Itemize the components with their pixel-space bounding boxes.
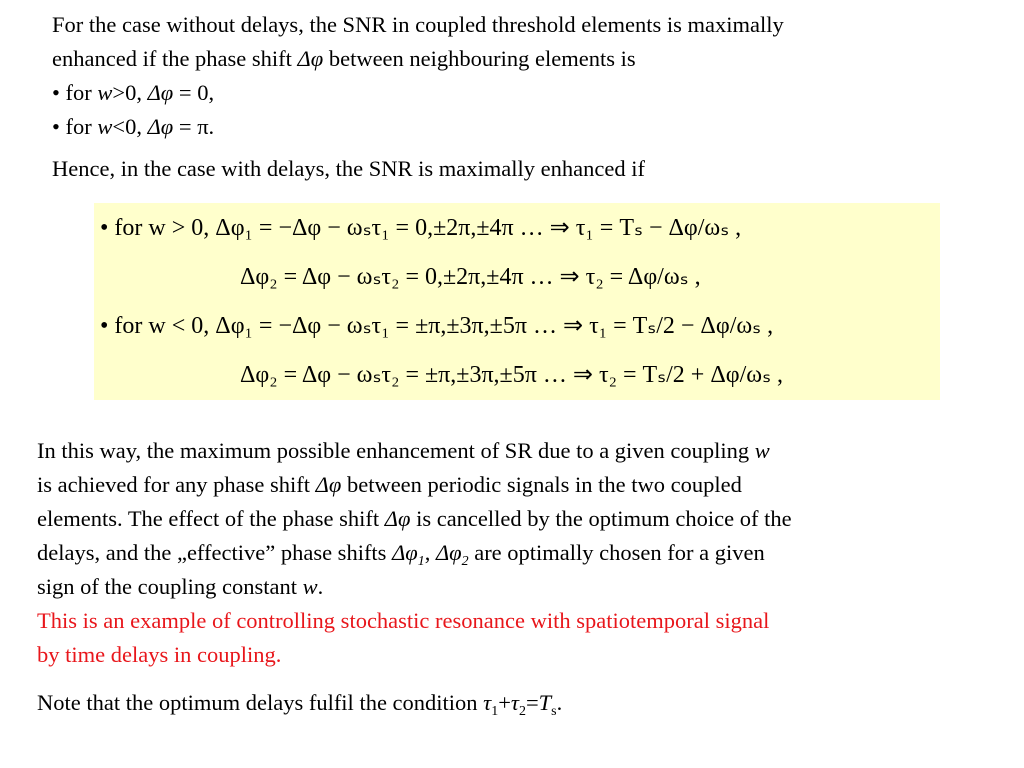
bullet-text: <0, bbox=[112, 114, 148, 139]
delta-phi-symbol: Δφ bbox=[384, 506, 411, 531]
bullet-text: = 0, bbox=[173, 80, 215, 105]
equals-sign: = bbox=[525, 690, 539, 715]
intro-text: between neighbouring elements is bbox=[323, 46, 636, 71]
bullet-text: >0, bbox=[112, 80, 148, 105]
w-symbol: w bbox=[97, 114, 113, 139]
intro-line-2 bbox=[52, 42, 784, 76]
bullet-positive-w bbox=[52, 76, 784, 110]
delta-phi-symbol: Δφ bbox=[147, 114, 174, 139]
intro-line-1: For the case without delays, the SNR in coupled threshold elements is maximally bbox=[52, 12, 784, 37]
delta-phi-symbol: Δφ bbox=[297, 46, 324, 71]
subscript: s bbox=[551, 703, 557, 719]
body-text: In this way, the maximum possible enhancement of SR due to a given coupling bbox=[37, 438, 755, 463]
bullet-text: • for bbox=[52, 114, 98, 139]
symbol-text: Δφ bbox=[435, 540, 462, 565]
tau-symbol: τ bbox=[483, 690, 492, 715]
equation-2: Δφ₂ = Δφ − ωₛτ₂ = 0,±2π,±4π … ⇒ τ₂ = Δφ/ωₛ , bbox=[240, 264, 701, 290]
intro-text: enhanced if the phase shift bbox=[52, 46, 298, 71]
body-text: , bbox=[424, 540, 436, 565]
delta-phi-symbol: Δφ bbox=[147, 80, 174, 105]
body-text: are optimally chosen for a given bbox=[468, 540, 765, 565]
body-text: is cancelled by the optimum choice of the bbox=[410, 506, 792, 531]
delta-phi-1-symbol bbox=[392, 540, 425, 569]
bullet-negative-w bbox=[52, 110, 784, 144]
red-line-2: by time delays in coupling. bbox=[37, 642, 282, 667]
delta-phi-symbol: Δφ bbox=[315, 472, 342, 497]
body-line-1 bbox=[37, 434, 792, 468]
body-text: sign of the coupling constant bbox=[37, 574, 303, 599]
subscript: 2 bbox=[461, 553, 469, 569]
body-paragraph bbox=[37, 434, 792, 604]
equation-4: Δφ₂ = Δφ − ωₛτ₂ = ±π,±3π,±5π … ⇒ τ₂ = Tₛ/2 + Δφ/ωₛ , bbox=[240, 362, 784, 388]
w-symbol: w bbox=[754, 438, 770, 463]
body-text: delays, and the „effective” phase shifts bbox=[37, 540, 393, 565]
tau-symbol: τ bbox=[510, 690, 519, 715]
body-line-2 bbox=[37, 468, 792, 502]
subscript: 1 bbox=[491, 703, 499, 719]
body-text: between periodic signals in the two coupled bbox=[341, 472, 742, 497]
note-line bbox=[37, 686, 562, 720]
equation-1: • for w > 0, Δφ₁ = −Δφ − ωₛτ₁ = 0,±2π,±4π … ⇒ τ₁ = Tₛ − Δφ/ωₛ , bbox=[100, 215, 742, 241]
subscript: 2 bbox=[518, 703, 526, 719]
body-line-4 bbox=[37, 536, 792, 570]
bullet-text: = π. bbox=[173, 114, 215, 139]
plus-sign: + bbox=[498, 690, 511, 715]
w-symbol: w bbox=[97, 80, 113, 105]
w-symbol: w bbox=[302, 574, 318, 599]
bullet-text: • for bbox=[52, 80, 98, 105]
body-line-3 bbox=[37, 502, 792, 536]
symbol-text: Δφ bbox=[392, 540, 418, 565]
delta-phi-2-symbol bbox=[435, 540, 469, 569]
note-text: Note that the optimum delays fulfil the condition bbox=[37, 690, 484, 715]
equation-3: • for w < 0, Δφ₁ = −Δφ − ωₛτ₁ = ±π,±3π,±5π … ⇒ τ₁ = Tₛ/2 − Δφ/ωₛ , bbox=[100, 313, 774, 339]
body-text: is achieved for any phase shift bbox=[37, 472, 316, 497]
red-line-1: This is an example of controlling stochastic resonance with spatiotemporal signal bbox=[37, 608, 770, 633]
body-text: . bbox=[317, 574, 324, 599]
red-highlight-paragraph bbox=[37, 604, 769, 672]
note-period: . bbox=[556, 690, 563, 715]
body-line-5 bbox=[37, 570, 792, 604]
hence-line: Hence, in the case with delays, the SNR is maximally enhanced if bbox=[52, 156, 645, 181]
intro-paragraph bbox=[52, 8, 784, 144]
subscript: 1 bbox=[417, 553, 425, 569]
equation-box bbox=[94, 203, 940, 400]
period-symbol: T bbox=[538, 690, 552, 715]
body-text: elements. The effect of the phase shift bbox=[37, 506, 385, 531]
